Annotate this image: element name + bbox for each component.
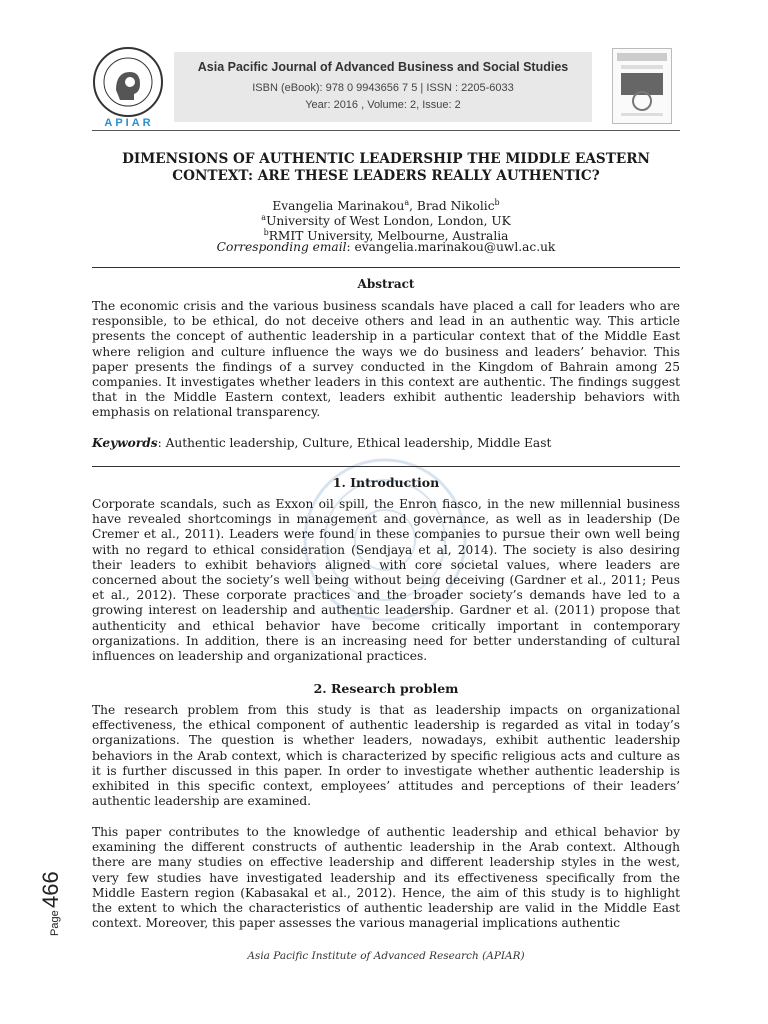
research-problem-paragraph-2 bbox=[92, 825, 680, 931]
logo-text: APIAR bbox=[104, 117, 154, 129]
page-number-label bbox=[18, 858, 108, 938]
text-line: The economic crisis and the various business scandals have placed a call for leaders who are bbox=[92, 299, 680, 313]
text-line: behaviors in the Arab context, which is characterized by specific religious acts and culture as bbox=[92, 748, 680, 763]
header-rule bbox=[92, 130, 680, 131]
text-line: Cremer et al., 2011). Leaders were found in these companies to pursue their own well being bbox=[92, 527, 680, 542]
text-line: organizations. The question is whether leaders, nowadays, exhibit authentic leadership bbox=[92, 733, 680, 748]
paper-title-line-2: CONTEXT: ARE THESE LEADERS REALLY AUTHENTIC? bbox=[172, 168, 600, 184]
keywords-bottom-rule bbox=[92, 466, 680, 467]
text-line: companies. It investigates whether leaders in this context are authentic. The findings suggest bbox=[92, 375, 680, 390]
affiliation-b-sup: b bbox=[263, 228, 269, 237]
journal-title: Asia Pacific Journal of Advanced Business and Social Studies bbox=[197, 60, 569, 74]
text-line: authenticity and ethical behavior have become critically important in contemporary bbox=[92, 618, 680, 633]
text-line: exhibited in this specific context, employees’ attitudes and perceptions of their leaders’ bbox=[92, 779, 680, 794]
text-line: examining the different constructs of authentic leadership in the Arab context. Although bbox=[92, 840, 680, 855]
keywords-line bbox=[92, 436, 680, 451]
text-line: paper presents the findings of a survey conducted in the Kingdom of Bahrain among 25 bbox=[92, 359, 680, 374]
affiliation-a-text: University of West London, London, UK bbox=[266, 214, 511, 229]
text-line: emphasis on relational transparency. bbox=[92, 405, 321, 420]
email-label: Corresponding email bbox=[216, 240, 347, 254]
keywords-value: : Authentic leadership, Culture, Ethical leadership, Middle East bbox=[157, 436, 552, 450]
text-line: have revealed shortcomings in management and governance, as well as in leadership (De bbox=[92, 512, 680, 527]
page-label-text: Page bbox=[49, 910, 61, 936]
text-line: This paper contributes to the knowledge of authentic leadership and ethical behavior by bbox=[92, 825, 680, 839]
page-footer: Asia Pacific Institute of Advanced Research (APIAR) bbox=[247, 950, 525, 962]
isbn-line: ISBN (eBook): 978 0 9943656 7 5 | ISSN : 2205-6033 bbox=[252, 82, 514, 94]
apiar-logo-icon bbox=[92, 46, 164, 118]
affiliation-b-text: RMIT University, Melbourne, Australia bbox=[268, 229, 509, 244]
author-2: , Brad Nikolic bbox=[409, 199, 495, 214]
text-line: their leaders to exhibit behaviors aligned with core societal values, where leaders are bbox=[92, 557, 680, 572]
section-heading-research-problem: 2. Research problem bbox=[313, 681, 459, 696]
text-line: that in the Middle Eastern context, leaders exhibit authentic leadership behaviors with bbox=[92, 390, 680, 405]
section-heading-introduction: 1. Introduction bbox=[332, 475, 440, 490]
text-line: with no regard to ethical consideration (Sendjaya et al, 2014). The society is also desiring bbox=[92, 542, 680, 557]
paper-title bbox=[92, 151, 680, 185]
text-line: et al., 2012). These corporate practices and the broader society’s demands have led to a bbox=[92, 588, 680, 603]
text-line: Corporate scandals, such as Exxon oil spill, the Enron fiasco, in the new millennial business bbox=[92, 497, 680, 511]
text-line: concerned about the society’s well being without being deceiving (Gardner et al., 2011; Peus bbox=[92, 573, 680, 588]
text-line: The research problem from this study is that as leadership impacts on organizational bbox=[92, 703, 680, 717]
abstract-body bbox=[92, 299, 680, 421]
text-line: context. Moreover, this paper assesses the various managerial implications authentic bbox=[92, 916, 621, 931]
text-line: very few studies have investigated leadership and its effectiveness specifically from the bbox=[92, 870, 680, 885]
text-line: it is further discussed in this paper. In order to investigate whether authentic leadership is bbox=[92, 763, 680, 778]
author-1: Evangelia Marinakou bbox=[272, 199, 405, 214]
text-line: presents the concept of authentic leadership in a particular context that of the Middle East bbox=[92, 329, 680, 344]
text-line: where religion and culture influence the ways we do business and leaders’ behavior. This bbox=[92, 344, 680, 359]
abstract-top-rule bbox=[92, 267, 680, 268]
research-problem-paragraph-1 bbox=[92, 703, 680, 809]
journal-cover-thumbnail bbox=[612, 48, 672, 124]
page-number-text: 466 bbox=[38, 871, 63, 908]
text-line: Middle Eastern region (Kabasakal et al., 2012). Hence, the aim of this study is to highlight bbox=[92, 885, 680, 900]
text-line: organizations. In addition, there is an increasing need for better understanding of cultural bbox=[92, 633, 680, 648]
affiliation-a-sup: a bbox=[261, 213, 267, 222]
text-line: influences on leadership and organizational practices. bbox=[92, 649, 428, 664]
year-line: Year: 2016 , Volume: 2, Issue: 2 bbox=[305, 99, 461, 111]
abstract-heading: Abstract bbox=[357, 277, 415, 291]
introduction-body bbox=[92, 497, 680, 664]
text-line: there are many studies on effective leadership and different leadership styles in the west, bbox=[92, 855, 680, 870]
text-line: growing interest on leadership and authentic leadership. Gardner et al. (2011) propose that bbox=[92, 603, 680, 618]
text-line: effectiveness, the ethical component of authentic leadership is regarded as vital in today’s bbox=[92, 718, 680, 733]
text-line: the extent to which the characteristics of authentic leadership are valid in the Middle East bbox=[92, 901, 680, 916]
corresponding-email bbox=[92, 240, 680, 255]
email-value[interactable]: : evangelia.marinakou@uwl.ac.uk bbox=[346, 240, 556, 254]
text-line: responsible, to be ethical, do not deceive others and lead in an authentic way. This article bbox=[92, 314, 680, 329]
paper-title-line-1: DIMENSIONS OF AUTHENTIC LEADERSHIP THE MIDDLE EASTERN bbox=[122, 151, 650, 167]
author-1-sup: a bbox=[404, 198, 410, 207]
text-line: authentic leadership are examined. bbox=[92, 794, 312, 809]
keywords-label: Keywords bbox=[92, 436, 158, 450]
author-2-sup: b bbox=[494, 198, 500, 207]
